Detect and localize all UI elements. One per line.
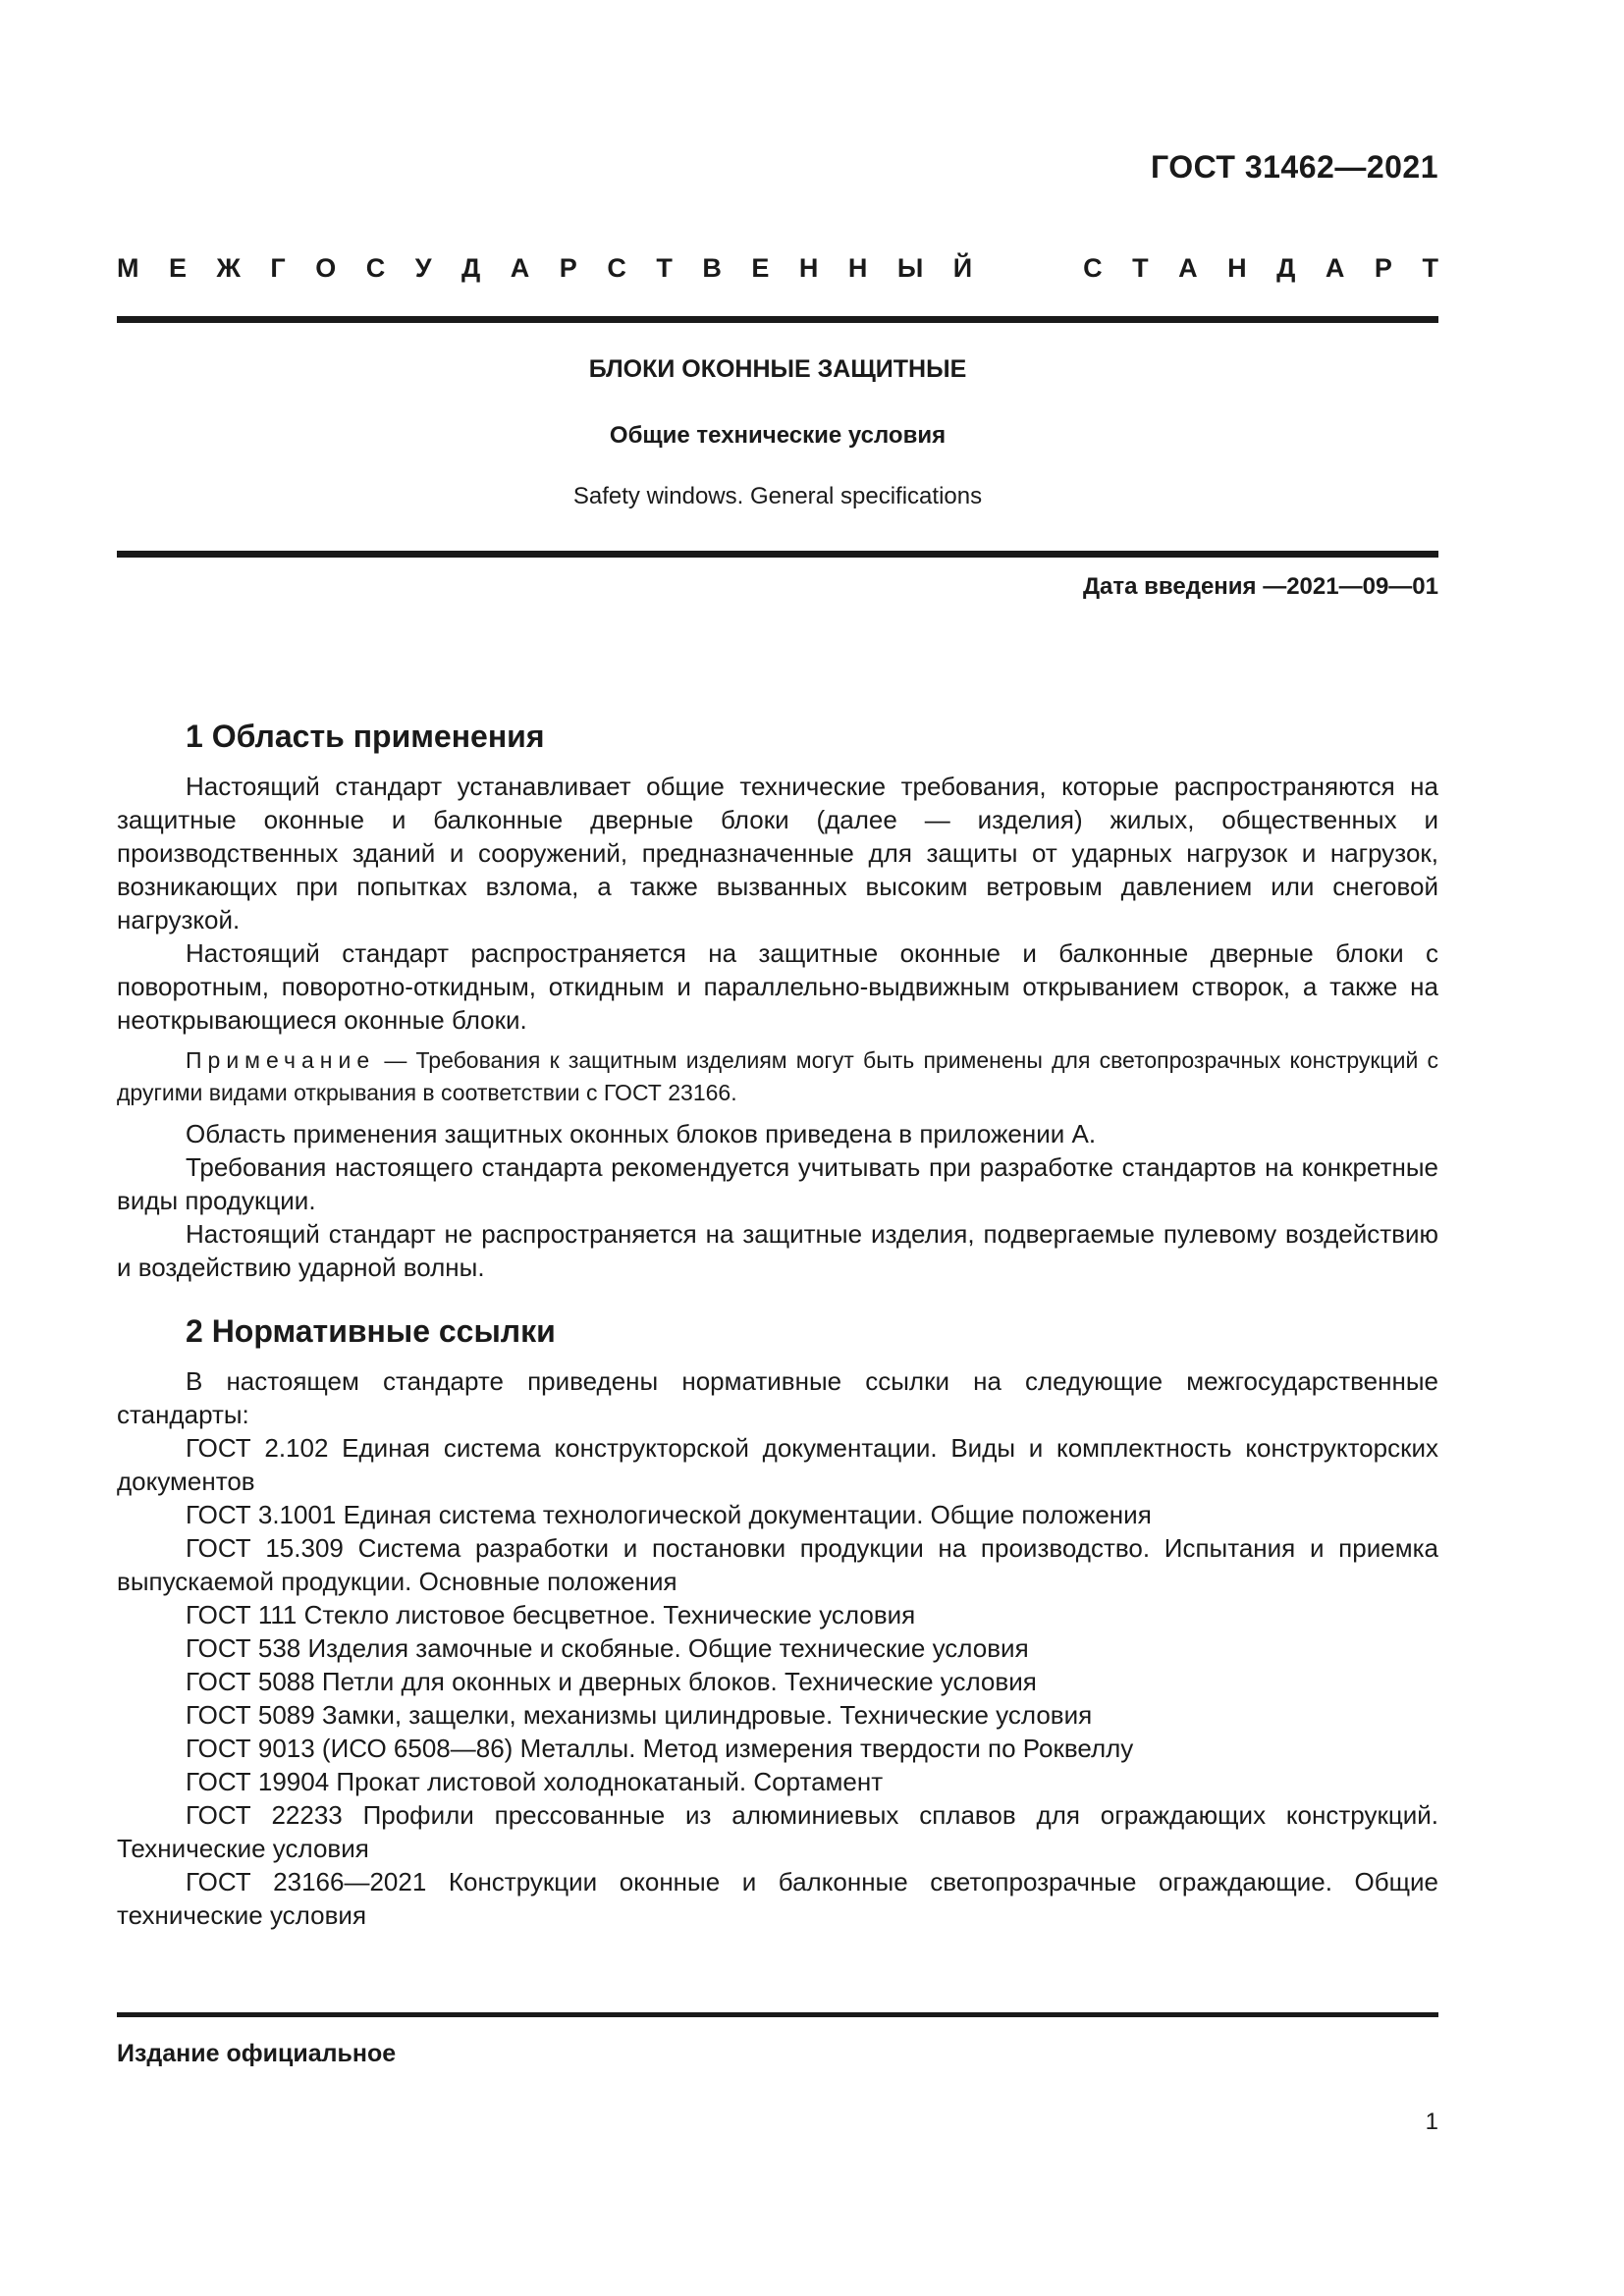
introduction-date: Дата введения —2021—09—01	[1082, 573, 1438, 600]
paragraph: Настоящий стандарт не распространяется на защитные изделия, подвергаемые пулевому воздействию и воздействию ударной волны.	[117, 1219, 1438, 1282]
paragraph: Область применения защитных оконных блоков приведена в приложении А.	[186, 1119, 1097, 1148]
document-page	[117, 0, 1438, 2296]
standard-type-letter: Н	[798, 253, 819, 283]
standard-type-letter: В	[702, 253, 722, 283]
document-subtitle: Общие технические условия	[609, 422, 947, 449]
note	[117, 1044, 1438, 1109]
standard-type-letter: А	[1325, 253, 1345, 283]
official-edition-label: Издание официальное	[117, 2040, 397, 2067]
document-title: БЛОКИ ОКОННЫЕ ЗАЩИТНЫЕ	[588, 355, 967, 383]
reference-item: ГОСТ 22233 Профили прессованные из алюминиевых сплавов для ограждающих конструкций. Технические условия	[117, 1800, 1438, 1863]
reference-item: ГОСТ 538 Изделия замочные и скобяные. Общие технические условия	[186, 1633, 1029, 1663]
standard-type-letter: Н	[1227, 253, 1247, 283]
standard-type-letter: Е	[751, 253, 770, 283]
standard-type-letter: Е	[169, 253, 188, 283]
section-heading: 1 Область применения	[186, 719, 545, 754]
reference-item: ГОСТ 15.309 Система разработки и постановки продукции на производство. Испытания и приемка выпускаемой продукции. Основные положения	[117, 1533, 1438, 1596]
header-divider	[117, 316, 1438, 323]
word-gap	[1002, 253, 1054, 284]
reference-item: ГОСТ 5089 Замки, защелки, механизмы цилиндровые. Технические условия	[186, 1700, 1093, 1730]
reference-item: ГОСТ 5088 Петли для оконных и дверных блоков. Технические условия	[186, 1667, 1037, 1696]
note-text: — Требования к защитным изделиям могут быть применены для светопрозрачных конструкций с другими видами открывания в соответствии с ГОСТ 23166.	[117, 1047, 1438, 1105]
standard-type-letter: М	[117, 253, 139, 283]
reference-item: ГОСТ 23166—2021 Конструкции оконные и балконные светопрозрачные ограждающие. Общие технические условия	[117, 1867, 1438, 1930]
footer-divider	[117, 2012, 1438, 2017]
standard-type-letter: Т	[1422, 253, 1438, 283]
document-body	[117, 717, 1438, 1932]
reference-item: ГОСТ 2.102 Единая система конструкторской документации. Виды и комплектность конструкторских документов	[117, 1433, 1438, 1496]
section-heading: 2 Нормативные ссылки	[186, 1313, 556, 1349]
standard-type-letter: Ж	[216, 253, 241, 283]
english-title: Safety windows. General specifications	[572, 483, 983, 509]
paragraph: Настоящий стандарт распространяется на защитные оконные и балконные дверные блоки с поворотным, поворотно-откидным, откидным и параллельно-выдвижным открыванием створок, а также на неоткрывающиеся оконные блоки.	[117, 938, 1438, 1035]
standard-type-letter: Г	[270, 253, 286, 283]
standard-type-letter: Р	[1374, 253, 1392, 283]
paragraph: Настоящий стандарт устанавливает общие технические требования, которые распространяются на защитные оконные и балконные дверные блоки (далее — изделия) жилых, общественных и производственных зданий и сооружений, предназначенные для защиты от ударных нагрузок и нагрузок, возникающих при попытках взлома, а также вызванных высоким ветровым давлением или снеговой нагрузкой.	[117, 772, 1438, 934]
standard-type-letter: С	[1083, 253, 1103, 283]
standard-type-letter: О	[315, 253, 337, 283]
standard-type-letter: А	[510, 253, 530, 283]
standard-type-letter: С	[607, 253, 626, 283]
standard-type-letter: Т	[1132, 253, 1149, 283]
reference-item: ГОСТ 19904 Прокат листовой холоднокатаный. Сортамент	[186, 1767, 884, 1796]
title-divider	[117, 551, 1438, 558]
standard-type-letter: Н	[847, 253, 868, 283]
reference-item: ГОСТ 111 Стекло листовое бесцветное. Технические условия	[186, 1600, 916, 1629]
standard-type-letter: Д	[461, 253, 481, 283]
section-normative-references	[117, 1311, 1438, 1932]
standard-type-letter: У	[414, 253, 432, 283]
section-scope	[117, 717, 1438, 1284]
standard-type-letter: А	[1178, 253, 1198, 283]
standard-type-header	[117, 253, 1438, 284]
standard-type-letter: Р	[559, 253, 577, 283]
standard-type-letter: С	[365, 253, 386, 283]
reference-item: ГОСТ 9013 (ИСО 6508—86) Металлы. Метод измерения твердости по Роквеллу	[186, 1734, 1134, 1763]
paragraph: В настоящем стандарте приведены нормативные ссылки на следующие межгосударственные стандарты:	[117, 1366, 1438, 1429]
paragraph: Требования настоящего стандарта рекомендуется учитывать при разработке стандартов на конкретные виды продукции.	[117, 1152, 1438, 1215]
standard-type-letter: Д	[1276, 253, 1296, 283]
reference-item: ГОСТ 3.1001 Единая система технологической документации. Общие положения	[186, 1500, 1152, 1529]
standard-type-letter: Т	[656, 253, 673, 283]
standard-number: ГОСТ 31462—2021	[1150, 149, 1438, 185]
note-label: Примечание	[186, 1047, 376, 1073]
standard-type-letter: Ы	[896, 253, 924, 283]
standard-type-letter: Й	[952, 253, 973, 283]
page-number: 1	[1425, 2109, 1438, 2135]
